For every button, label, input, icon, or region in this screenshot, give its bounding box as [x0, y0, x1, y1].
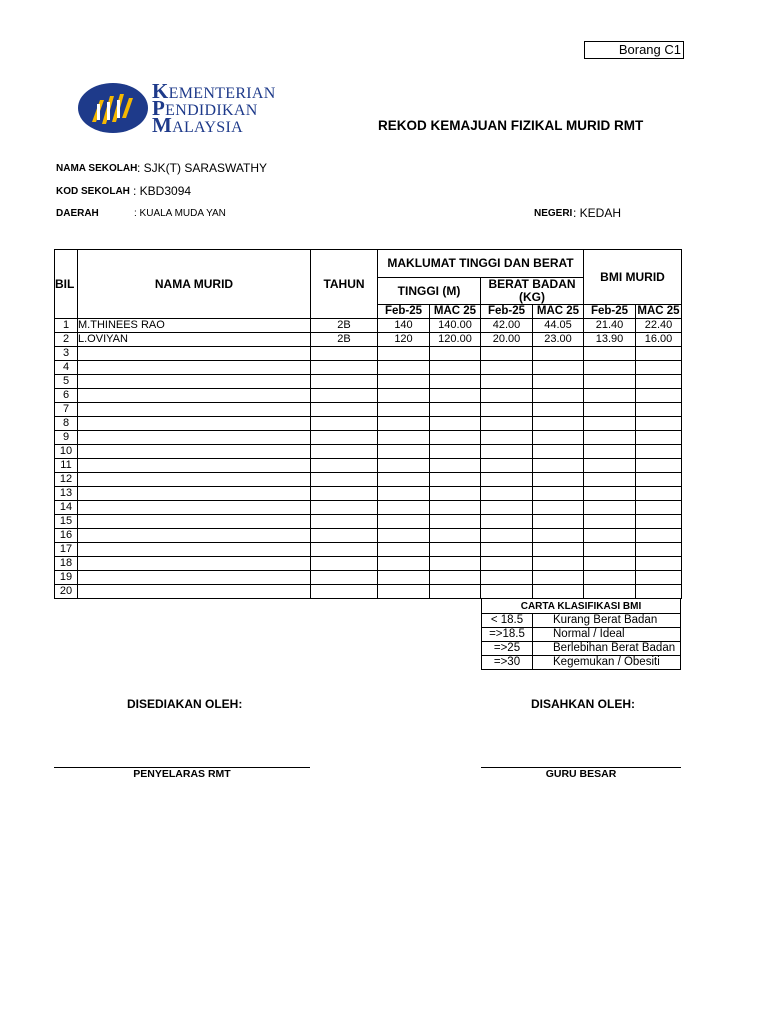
bmi-mac — [636, 515, 682, 529]
bmi-feb: 21.40 — [584, 319, 636, 333]
bmi-row — [482, 614, 681, 628]
bmi-feb — [584, 361, 636, 375]
student-year — [311, 431, 378, 445]
bmi-feb — [584, 347, 636, 361]
bmi-mac — [636, 431, 682, 445]
weight-mac — [533, 403, 584, 417]
student-year — [311, 515, 378, 529]
student-year — [311, 487, 378, 501]
row-number: 8 — [55, 417, 78, 431]
student-year — [311, 529, 378, 543]
code-label: KOD SEKOLAH — [56, 186, 130, 197]
student-name — [78, 417, 311, 431]
header-weight-mac: MAC 25 — [533, 305, 584, 319]
weight-mac — [533, 543, 584, 557]
student-year — [311, 375, 378, 389]
weight-mac — [533, 459, 584, 473]
weight-mac: 23.00 — [533, 333, 584, 347]
weight-mac: 44.05 — [533, 319, 584, 333]
table-row — [55, 585, 682, 599]
height-mac — [430, 529, 481, 543]
weight-feb — [481, 445, 533, 459]
header-bil: BIL — [55, 250, 78, 319]
bmi-range: =>25 — [482, 642, 533, 656]
table-row — [55, 361, 682, 375]
bmi-feb — [584, 473, 636, 487]
student-name — [78, 487, 311, 501]
ministry-name: KEMENTERIAN PENDIDIKAN MALAYSIA — [152, 79, 276, 137]
row-number: 6 — [55, 389, 78, 403]
weight-feb — [481, 501, 533, 515]
height-feb — [378, 361, 430, 375]
bmi-label: Kegemukan / Obesiti — [533, 656, 681, 670]
bmi-feb — [584, 487, 636, 501]
bmi-mac — [636, 403, 682, 417]
student-name — [78, 543, 311, 557]
student-table — [54, 249, 682, 599]
height-mac — [430, 459, 481, 473]
bmi-feb — [584, 571, 636, 585]
table-row — [55, 375, 682, 389]
weight-mac — [533, 431, 584, 445]
header-weight: BERAT BADAN (KG) — [481, 278, 584, 305]
row-number: 9 — [55, 431, 78, 445]
student-name: L.OVIYAN — [78, 333, 311, 347]
height-feb — [378, 459, 430, 473]
row-number: 15 — [55, 515, 78, 529]
table-row — [55, 557, 682, 571]
height-feb — [378, 529, 430, 543]
student-name — [78, 459, 311, 473]
bmi-classification-table — [481, 598, 681, 670]
row-number: 2 — [55, 333, 78, 347]
bmi-feb: 13.90 — [584, 333, 636, 347]
header-bmi-feb: Feb-25 — [584, 305, 636, 319]
bmi-feb — [584, 515, 636, 529]
height-feb — [378, 473, 430, 487]
student-year — [311, 585, 378, 599]
student-year — [311, 557, 378, 571]
bmi-mac — [636, 501, 682, 515]
bmi-row — [482, 642, 681, 656]
bmi-row — [482, 656, 681, 670]
bmi-mac — [636, 571, 682, 585]
weight-feb — [481, 515, 533, 529]
student-year — [311, 417, 378, 431]
header-year: TAHUN — [311, 250, 378, 319]
weight-feb — [481, 347, 533, 361]
bmi-mac — [636, 389, 682, 403]
table-row — [55, 487, 682, 501]
table-row — [55, 473, 682, 487]
bmi-feb — [584, 375, 636, 389]
bmi-mac — [636, 473, 682, 487]
row-number: 3 — [55, 347, 78, 361]
table-row — [55, 515, 682, 529]
weight-feb — [481, 473, 533, 487]
height-mac — [430, 473, 481, 487]
student-name — [78, 347, 311, 361]
weight-mac — [533, 389, 584, 403]
student-name — [78, 403, 311, 417]
student-name — [78, 515, 311, 529]
height-feb: 140 — [378, 319, 430, 333]
weight-feb — [481, 585, 533, 599]
bmi-range: =>18.5 — [482, 628, 533, 642]
height-feb — [378, 515, 430, 529]
header-height-mac: MAC 25 — [430, 305, 481, 319]
row-number: 11 — [55, 459, 78, 473]
header-name: NAMA MURID — [78, 250, 311, 319]
row-number: 10 — [55, 445, 78, 459]
weight-feb — [481, 459, 533, 473]
district-label: DAERAH — [56, 208, 99, 219]
weight-feb — [481, 431, 533, 445]
weight-mac — [533, 361, 584, 375]
header-height: TINGGI (M) — [378, 278, 481, 305]
row-number: 1 — [55, 319, 78, 333]
height-feb — [378, 585, 430, 599]
weight-feb — [481, 417, 533, 431]
bmi-mac — [636, 445, 682, 459]
height-feb: 120 — [378, 333, 430, 347]
table-row — [55, 431, 682, 445]
bmi-mac — [636, 543, 682, 557]
weight-feb: 20.00 — [481, 333, 533, 347]
row-number: 18 — [55, 557, 78, 571]
height-feb — [378, 445, 430, 459]
prepared-role: PENYELARAS RMT — [133, 768, 231, 780]
student-name — [78, 445, 311, 459]
bmi-mac — [636, 529, 682, 543]
student-name — [78, 501, 311, 515]
height-mac — [430, 515, 481, 529]
approved-by-label: DISAHKAN OLEH: — [531, 697, 635, 711]
student-year — [311, 445, 378, 459]
table-row — [55, 319, 682, 333]
weight-mac — [533, 417, 584, 431]
row-number: 16 — [55, 529, 78, 543]
student-year — [311, 347, 378, 361]
form-code-box: Borang C1 — [584, 41, 684, 59]
height-mac — [430, 417, 481, 431]
table-row — [55, 459, 682, 473]
height-mac — [430, 389, 481, 403]
height-mac — [430, 501, 481, 515]
table-row — [55, 529, 682, 543]
student-year — [311, 501, 378, 515]
state-value: : KEDAH — [573, 206, 622, 220]
height-feb — [378, 571, 430, 585]
student-year: 2B — [311, 333, 378, 347]
height-mac — [430, 543, 481, 557]
header-weight-feb: Feb-25 — [481, 305, 533, 319]
weight-mac — [533, 557, 584, 571]
weight-mac — [533, 585, 584, 599]
prepared-by-label: DISEDIAKAN OLEH: — [127, 697, 243, 711]
student-year — [311, 403, 378, 417]
bmi-feb — [584, 501, 636, 515]
student-year: 2B — [311, 319, 378, 333]
bmi-row — [482, 628, 681, 642]
height-mac — [430, 571, 481, 585]
row-number: 12 — [55, 473, 78, 487]
weight-feb — [481, 487, 533, 501]
student-name — [78, 557, 311, 571]
bmi-label: Kurang Berat Badan — [533, 614, 681, 628]
height-feb — [378, 487, 430, 501]
row-number: 17 — [55, 543, 78, 557]
weight-feb — [481, 389, 533, 403]
bmi-mac — [636, 487, 682, 501]
height-feb — [378, 347, 430, 361]
school-value: : SJK(T) SARASWATHY — [137, 161, 268, 175]
row-number: 5 — [55, 375, 78, 389]
bmi-feb — [584, 389, 636, 403]
height-mac — [430, 445, 481, 459]
school-label: NAMA SEKOLAH — [56, 163, 138, 174]
bmi-feb — [584, 403, 636, 417]
weight-mac — [533, 445, 584, 459]
height-mac: 120.00 — [430, 333, 481, 347]
student-name — [78, 571, 311, 585]
bmi-feb — [584, 529, 636, 543]
weight-mac — [533, 473, 584, 487]
bmi-mac — [636, 375, 682, 389]
bmi-feb — [584, 585, 636, 599]
table-row — [55, 445, 682, 459]
height-mac — [430, 347, 481, 361]
table-row — [55, 333, 682, 347]
height-feb — [378, 375, 430, 389]
weight-mac — [533, 571, 584, 585]
row-number: 13 — [55, 487, 78, 501]
row-number: 14 — [55, 501, 78, 515]
height-feb — [378, 501, 430, 515]
student-year — [311, 571, 378, 585]
table-row — [55, 571, 682, 585]
weight-feb: 42.00 — [481, 319, 533, 333]
header-height-weight: MAKLUMAT TINGGI DAN BERAT — [378, 250, 584, 278]
row-number: 4 — [55, 361, 78, 375]
ministry-logo-emblem — [78, 82, 150, 134]
bmi-label: Berlebihan Berat Badan — [533, 642, 681, 656]
student-name — [78, 473, 311, 487]
student-year — [311, 389, 378, 403]
bmi-mac — [636, 417, 682, 431]
weight-mac — [533, 375, 584, 389]
bmi-feb — [584, 459, 636, 473]
student-name — [78, 375, 311, 389]
height-feb — [378, 417, 430, 431]
bmi-mac — [636, 459, 682, 473]
weight-mac — [533, 501, 584, 515]
header-height-feb: Feb-25 — [378, 305, 430, 319]
header-bmi-mac: MAC 25 — [637, 305, 680, 317]
bmi-range: < 18.5 — [482, 614, 533, 628]
height-feb — [378, 431, 430, 445]
height-mac — [430, 431, 481, 445]
weight-feb — [481, 529, 533, 543]
height-mac: 140.00 — [430, 319, 481, 333]
bmi-chart-title: CARTA KLASIFIKASI BMI — [482, 599, 681, 614]
bmi-range: =>30 — [482, 656, 533, 670]
bmi-feb — [584, 445, 636, 459]
row-number: 20 — [55, 585, 78, 599]
height-mac — [430, 361, 481, 375]
bmi-feb — [584, 543, 636, 557]
student-name — [78, 361, 311, 375]
bmi-feb — [584, 431, 636, 445]
bmi-mac — [636, 585, 682, 599]
student-name — [78, 431, 311, 445]
table-row — [55, 543, 682, 557]
student-year — [311, 361, 378, 375]
bmi-mac — [636, 347, 682, 361]
code-value: : KBD3094 — [133, 184, 192, 198]
row-number: 7 — [55, 403, 78, 417]
weight-feb — [481, 361, 533, 375]
student-name — [78, 389, 311, 403]
table-row — [55, 417, 682, 431]
table-row — [55, 347, 682, 361]
weight-feb — [481, 375, 533, 389]
weight-feb — [481, 543, 533, 557]
student-year — [311, 543, 378, 557]
weight-feb — [481, 571, 533, 585]
table-row — [55, 501, 682, 515]
bmi-feb — [584, 557, 636, 571]
bmi-mac — [636, 557, 682, 571]
height-feb — [378, 543, 430, 557]
approved-role: GURU BESAR — [545, 768, 617, 780]
student-name — [78, 585, 311, 599]
weight-mac — [533, 347, 584, 361]
height-mac — [430, 585, 481, 599]
table-row — [55, 403, 682, 417]
header-bmi: BMI MURID — [584, 250, 682, 305]
weight-mac — [533, 529, 584, 543]
height-mac — [430, 375, 481, 389]
bmi-mac — [636, 361, 682, 375]
height-mac — [430, 557, 481, 571]
row-number: 19 — [55, 571, 78, 585]
table-row — [55, 389, 682, 403]
state-label: NEGERI — [534, 208, 573, 219]
bmi-mac: 22.40 — [636, 319, 682, 333]
student-name — [78, 529, 311, 543]
weight-feb — [481, 403, 533, 417]
district-value: : KUALA MUDA YAN — [134, 208, 226, 219]
height-feb — [378, 403, 430, 417]
weight-mac — [533, 487, 584, 501]
height-feb — [378, 389, 430, 403]
bmi-feb — [584, 417, 636, 431]
student-year — [311, 459, 378, 473]
height-mac — [430, 487, 481, 501]
weight-mac — [533, 515, 584, 529]
bmi-label: Normal / Ideal — [533, 628, 681, 642]
height-feb — [378, 557, 430, 571]
student-year — [311, 473, 378, 487]
height-mac — [430, 403, 481, 417]
page-title: REKOD KEMAJUAN FIZIKAL MURID RMT — [378, 118, 644, 133]
weight-feb — [481, 557, 533, 571]
bmi-mac: 16.00 — [636, 333, 682, 347]
student-name: M.THINEES RAO — [78, 319, 311, 333]
